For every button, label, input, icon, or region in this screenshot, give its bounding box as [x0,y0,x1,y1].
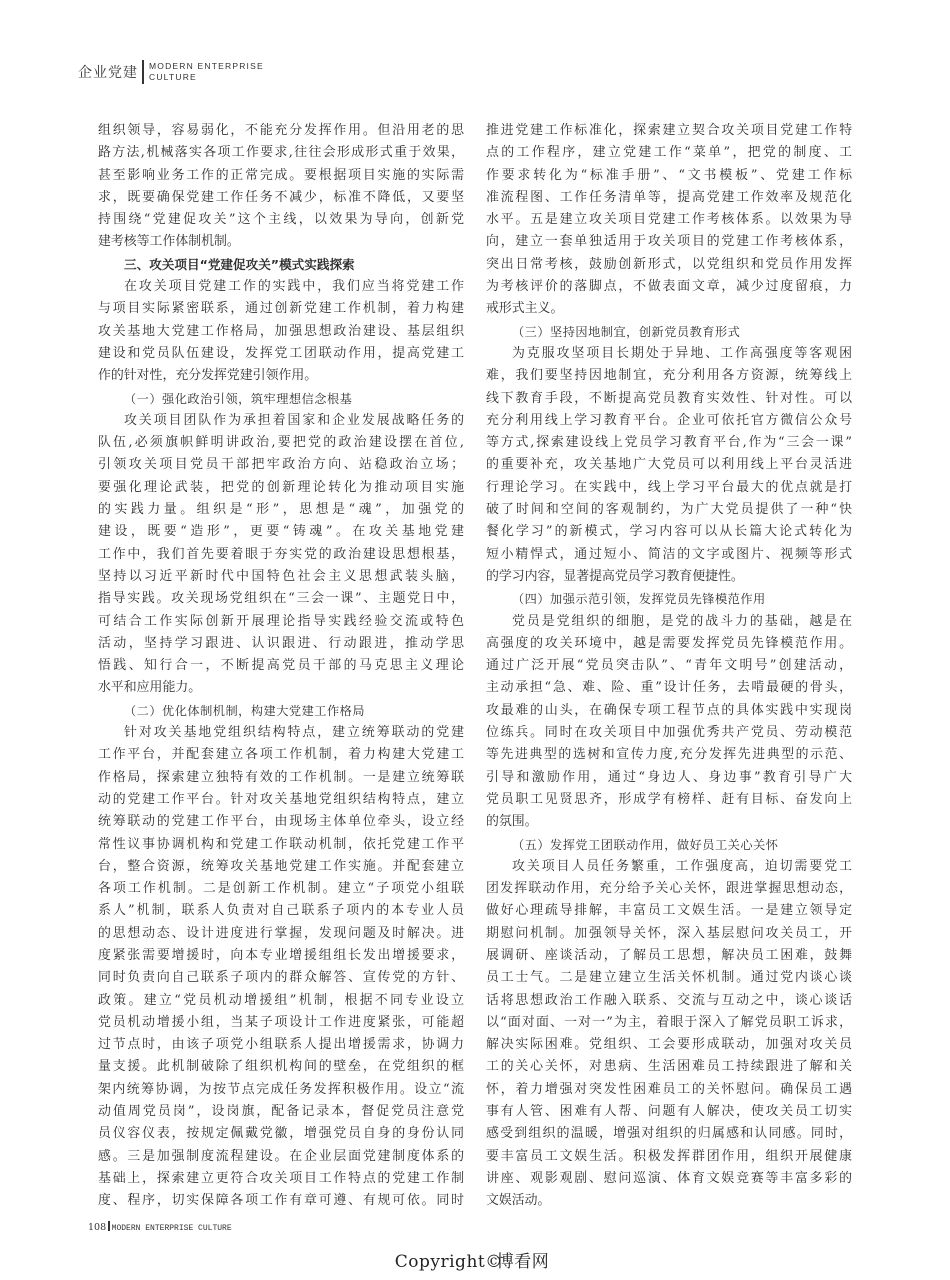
text-line: 量支援。此机制破除了组织机构间的壁垒，在党组织的框 [98,1059,464,1075]
text-line: 高强度的攻关环境中，越是需要发挥党员先锋模范作用。 [486,635,852,651]
paragraph-first-line: 党员是党组织的细胞，是党的战斗力的基础，越是在 [512,613,852,629]
text-line: 感受到组织的温暖，增强对组织的归属感和认同感。同时， [486,1126,852,1142]
text-line: 短小精悍式，通过短小、简洁的文字或图片、视频等形式 [486,546,852,562]
header-magazine-name-line2: CULTURE [149,72,197,82]
text-line: 架内统筹协调，为按节点完成任务发挥积极作用。设立“流 [98,1081,464,1097]
paragraph-first-line: 攻关项目人员任务繁重，工作强度高，迫切需要党工 [512,858,852,874]
text-line: 工的关心关怀，对患病、生活困难员工持续跟进了解和关 [486,1059,852,1075]
text-line: 水平。五是建立攻关项目党建工作考核体系。以效果为导 [486,212,852,228]
text-line: 突出日常考核，鼓励创新形式，以党组织和党员作用发挥 [486,256,852,272]
text-line: 文娱活动。 [486,1193,551,1209]
text-line: 难，我们要坚持因地制宜，充分利用各方资源，统筹线上 [486,368,852,384]
text-line: 等先进典型的选树和宣传力度,充分发挥先进典型的示范、 [486,747,852,763]
left-text-column [98,120,464,1213]
text-line: 建设，既要“造形”，更要“铸魂”。在攻关基地党建 [98,524,464,540]
text-line: 统筹联动的党建工作平台，由现场主体单位牵头，设立经 [98,814,464,830]
header-magazine-name-line1: MODERN ENTERPRISE [149,61,264,71]
text-line: 水平和应用能力。 [98,680,202,696]
text-line: 感。三是加强制度流程建设。在企业层面党建制度体系的 [98,1148,464,1164]
text-line: 为考核评价的落脚点，不做表面文章，减少过度留痕，力 [486,279,852,295]
text-line: 基础上，探索建立更符合攻关项目工作特点的党建工作制 [98,1170,464,1186]
text-line: 建设和党员队伍建设，发挥党工团联动作用，提高党建工 [98,345,464,361]
text-line: 持围绕“党建促攻关”这个主线，以效果为导向，创新党 [98,212,464,228]
text-line: 过节点时，由该子项党小组联系人提出增援需求，协调力 [98,1037,464,1053]
text-line: 各项工作机制。二是创新工作机制。建立“子项党小组联 [98,881,464,897]
text-line: 甚至影响业务工作的正常完成。要根据项目实施的实际需 [98,167,464,183]
text-line: 行理论学习。在实践中，线上学习平台最大的优点就是打 [486,479,852,495]
text-line: 路方法,机械落实各项工作要求,往往会形成形式重于效果， [98,145,464,161]
text-line: 台，整合资源，统筹攻关基地党建工作实施。并配套建立 [98,858,464,874]
paragraph-first-line: 在攻关项目党建工作的实践中，我们应当将党建工作 [124,279,464,295]
text-line: 通过广泛开展“党员突击队”、“青年文明号”创建活动， [486,658,852,674]
text-line: 解决实际困难。党组织、工会要形成联动，加强对攻关员 [486,1037,852,1053]
text-line: 线下教育手段，不断提高党员教育实效性、针对性。可以 [486,390,852,406]
header-magazine-name [149,61,264,83]
text-line: 主动承担“急、难、险、重”设计任务，去啃最硬的骨头， [486,680,852,696]
paragraph-first-line: 为克服攻坚项目长期处于异地、工作高强度等客观困 [512,345,852,361]
text-line: 破了时间和空间的客观制约，为广大党员提供了一种“快 [486,502,852,518]
copyright-holder: 博看网 [496,1252,550,1272]
text-line: 工作平台，并配套建立各项工作机制，着力构建大党建工 [98,747,464,763]
footer-magazine-name: MODERN ENTERPRISE CULTURE [111,1224,232,1233]
text-line: 要丰富员工文娱生活。积极发挥群团作用，组织开展健康 [486,1148,852,1164]
text-line: 以“面对面、一对一”为主，着眼于深入了解党员职工诉求， [486,1014,852,1030]
header-section-title: 企业党建 [78,65,138,81]
text-line: 政策。建立“党员机动增援组”机制，根据不同专业设立 [98,992,464,1008]
text-line: 可结合工作实际创新开展理论指导实践经验交流或特色 [98,613,464,629]
text-line: 要强化理论武装，把党的创新理论转化为推动项目实施 [98,479,464,495]
text-line: 同时负责向自己联系子项内的群众解答、宣传党的方针、 [98,970,464,986]
header-divider [142,60,144,84]
text-line: 话将思想政治工作融入联系、交流与互动之中，谈心谈话 [486,992,852,1008]
text-line: 度紧张需要增援时，向本专业增援组组长发出增援要求， [98,947,464,963]
section-heading: 三、攻关项目“党建促攻关”模式实践探索 [124,256,355,272]
subsection-heading: （二）优化体制机制，构建大党建工作格局 [124,703,366,718]
text-line: 展调研、座谈活动，了解员工思想，解决员工困难，鼓舞 [486,947,852,963]
text-line: 团发挥联动作用，充分给予关心关怀，跟进掌握思想动态， [486,881,852,897]
text-line: 动值周党员岗”，设岗旗，配备记录本，督促党员注意党 [98,1104,464,1120]
text-line: 等方式,探索建设线上党员学习教育平台,作为“三会一课” [486,435,852,451]
text-line: 作要求转化为“标准手册”、“文书模板”、党建工作标 [486,167,852,183]
text-line: 点的工作程序，建立党建工作“菜单”，把党的制度、工 [486,145,852,161]
text-line: 的学习内容，显著提高党员学习教育便捷性。 [486,568,744,584]
text-line: 坚持以习近平新时代中国特色社会主义思想武装头脑， [98,568,464,584]
text-line: 求，既要确保党建工作任务不减少，标准不降低，又要坚 [98,189,464,205]
text-line: 期慰问机制。加强领导关怀，深入基层慰问攻关员工，开 [486,925,852,941]
page-footer [88,1221,232,1233]
copyright-prefix: Copyright© [394,1252,503,1272]
right-text-column [486,120,852,1213]
text-line: 度、程序，切实保障各项工作有章可遵、有规可依。同时 [98,1193,464,1209]
paragraph-first-line: 攻关项目团队作为承担着国家和企业发展战略任务的 [124,412,464,428]
text-line: 的氛围。 [486,814,538,830]
text-line: 向，建立一套单独适用于攻关项目的党建工作考核体系， [486,234,852,250]
text-line: 作的针对性，充分发挥党建引领作用。 [98,368,318,384]
text-line: 引导和激励作用，通过“身边人、身边事”教育引导广大 [486,769,852,785]
footer-divider [108,1221,110,1231]
text-line: 动的党建工作平台。针对攻关基地党组织结构特点，建立 [98,791,464,807]
text-line: 位练兵。同时在攻关项目中加强优秀共产党员、劳动模范 [486,725,852,741]
text-line: 事有人管、困难有人帮、问题有人解决，使攻关员工切实 [486,1104,852,1120]
text-line: 常性议事协调机构和党建工作联动机制，依托党建工作平 [98,836,464,852]
text-line: 攻关基地大党建工作格局，加强思想政治建设、基层组织 [98,323,464,339]
text-line: 的实践力量。组织是“形”，思想是“魂”，加强党的 [98,502,464,518]
subsection-heading: （一）强化政治引领，筑牢理想信念根基 [124,391,353,406]
paragraph-first-line: 针对攻关基地党组织结构特点，建立统筹联动的党建 [124,725,464,741]
text-line: 组织领导，容易弱化，不能充分发挥作用。但沿用老的思 [98,123,464,138]
copyright-notice [0,1247,950,1272]
text-line: 系人”机制，联系人负责对自己联系子项内的本专业人员 [98,903,464,919]
text-line: 准流程图、工作任务清单等，提高党建工作效率及规范化 [486,189,852,205]
text-line: 活动，坚持学习跟进、认识跟进、行动跟进，推动学思 [98,635,464,651]
text-line: 员工士气。二是建立建立生活关怀机制。通过党内谈心谈 [486,970,852,986]
text-line: 攻最难的山头，在确保专项工程节点的具体实践中实现岗 [486,702,852,718]
text-line: 工作中，我们首先要着眼于夯实党的政治建设思想根基， [98,546,464,562]
page-number: 108 [88,1222,107,1233]
text-line: 与项目实际紧密联系，通过创新党建工作机制，着力构建 [98,301,464,317]
subsection-heading: （五）发挥党工团联动作用，做好员工关心关怀 [512,837,779,852]
text-line: 充分利用线上学习教育平台。企业可依托官方微信公众号 [486,412,852,428]
text-line: 怀，着力增强对突发性困难员工的关怀慰问。确保员工遇 [486,1081,852,1097]
text-line: 推进党建工作标准化，探索建立契合攻关项目党建工作特 [486,123,852,138]
text-line: 做好心理疏导排解，丰富员工文娱生活。一是建立领导定 [486,903,852,919]
text-line: 员仪容仪表，按规定佩戴党徽，增强党员自身的身份认同 [98,1126,464,1142]
subsection-heading: （四）加强示范引领，发挥党员先锋模范作用 [512,592,766,607]
text-line: 指导实践。攻关现场党组织在“三会一课”、主题党日中， [98,591,464,607]
text-line: 悟践、知行合一，不断提高党员干部的马克思主义理论 [98,658,464,674]
text-line: 引领攻关项目党员干部把牢政治方向、站稳政治立场； [98,457,464,473]
text-line: 的思想动态、设计进度进行掌握，发现问题及时解决。进 [98,925,464,941]
text-line: 党员职工见贤思齐，形成学有榜样、赶有目标、奋发向上 [486,791,852,807]
text-line: 建考核等工作体制机制。 [98,234,240,250]
text-line: 的重要补充，攻关基地广大党员可以利用线上平台灵活进 [486,457,852,473]
text-line: 餐化学习”的新模式，学习内容可以从长篇大论式转化为 [486,524,852,540]
text-line: 作格局，探索建立独特有效的工作机制。一是建立统筹联 [98,769,464,785]
text-line: 讲座、观影观剧、慰问巡演、体育文娱竞赛等丰富多彩的 [486,1170,852,1186]
text-line: 队伍,必须旗帜鲜明讲政治,要把党的政治建设摆在首位, [98,435,464,451]
text-line: 戒形式主义。 [486,301,564,317]
text-line: 党员机动增援小组，当某子项设计工作进度紧张，可能超 [98,1014,464,1030]
subsection-heading: （三）坚持因地制宜，创新党员教育形式 [512,324,741,339]
